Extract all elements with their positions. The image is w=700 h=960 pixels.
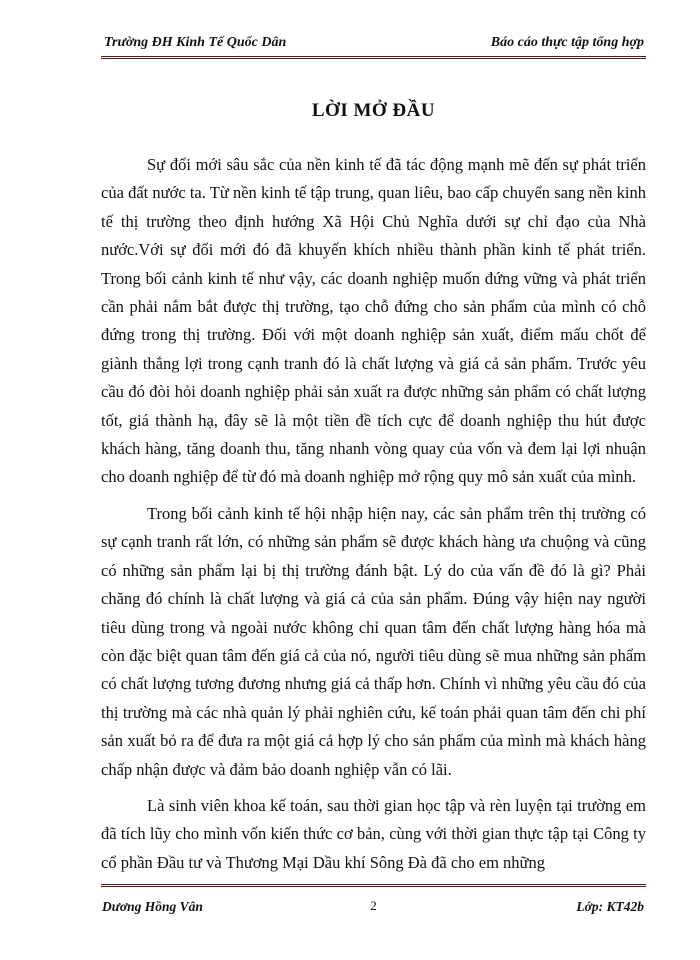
page-header [101, 26, 646, 59]
header-report-title: Báo cáo thực tập tổng hợp [490, 35, 644, 50]
page-footer [101, 884, 646, 927]
paragraph: Là sinh viên khoa kế toán, sau thời gian học tập và rèn luyện tại trường em đã tích lũy cho mình vốn kiến thức cơ bản, cùng với thời gian thực tập tại Công ty cổ phần Đầu tư và Thương Mại Dầu khí Sông Đà đã cho em những [101, 795, 646, 872]
footer-class: Lớp: KT42b [576, 899, 644, 914]
page-number: 2 [370, 898, 377, 913]
footer-author: Dương Hồng Vân [102, 899, 203, 914]
paragraph: Sự đổi mới sâu sắc của nền kinh tế đã tác động mạnh mẽ đến sự phát triển của đất nước ta. Từ nền kinh tế tập trung, quan liêu, bao cấp chuyển sang nền kinh tế thị trường theo định hướng Xã Hội Chủ Nghĩa dưới sự chỉ đạo của Nhà nước.Với sự đổi mới đó đã khuyến khích nhiều thành phần kinh tế phát triển. Trong bối cảnh kinh tế như vậy, các doanh nghiệp muốn đứng vững và phát triển cần phải nắm bắt được thị trường, tạo chỗ đứng cho sản phẩm của mình có chỗ đứng trong thị trường. Đối với một doanh nghiệp sản xuất, điểm mấu chốt để giành thắng lợi trong cạnh tranh đó là chất lượng và giá cả sản phẩm. Trước yêu cầu đó đòi hỏi doanh nghiệp phải sản xuất ra được những sản phẩm có chất lượng tốt, giá thành hạ, đây sẽ là một tiền đề tích cực để doanh nghiệp thu hút được khách hàng, tăng doanh thu, tăng nhanh vòng quay của vốn và đem lại lợi nhuận cho doanh nghiệp để từ đó mà doanh nghiệp mở rộng quy mô sản xuất của mình. [101, 155, 646, 487]
header-university: Trường ĐH Kinh Tế Quốc Dân [104, 35, 287, 50]
paragraph: Trong bối cảnh kinh tế hội nhập hiện nay, các sản phẩm trên thị trường có sự cạnh tranh rất lớn, có những sản phẩm sẽ được khách hàng ưa chuộng và cũng có những sản phẩm lại bị thị trường đánh bật. Lý do của vấn đề đó là gì? Phải chăng đó chính là chất lượng và giá cả của sản phẩm. Đúng vậy hiện nay người tiêu dùng trong và ngoài nước không chỉ quan tâm đến chất lượng hàng hóa mà còn đặc biệt quan tâm đến giá cả của nó, người tiêu dùng sẽ mua những sản phẩm có chất lượng tương đương nhưng giá cả thấp hơn. Chính vì những yêu cầu đó của thị trường mà các nhà quản lý phải nghiên cứu, kế toán phải quan tâm đến chi phí sản xuất bỏ ra để đưa ra một giá cả hợp lý cho sản phẩm của mình mà khách hàng chấp nhận được và đảm bảo doanh nghiệp vẫn có lãi. [101, 503, 646, 779]
page-title: LỜI MỞ ĐẦU [311, 100, 436, 121]
document-body [101, 151, 646, 885]
